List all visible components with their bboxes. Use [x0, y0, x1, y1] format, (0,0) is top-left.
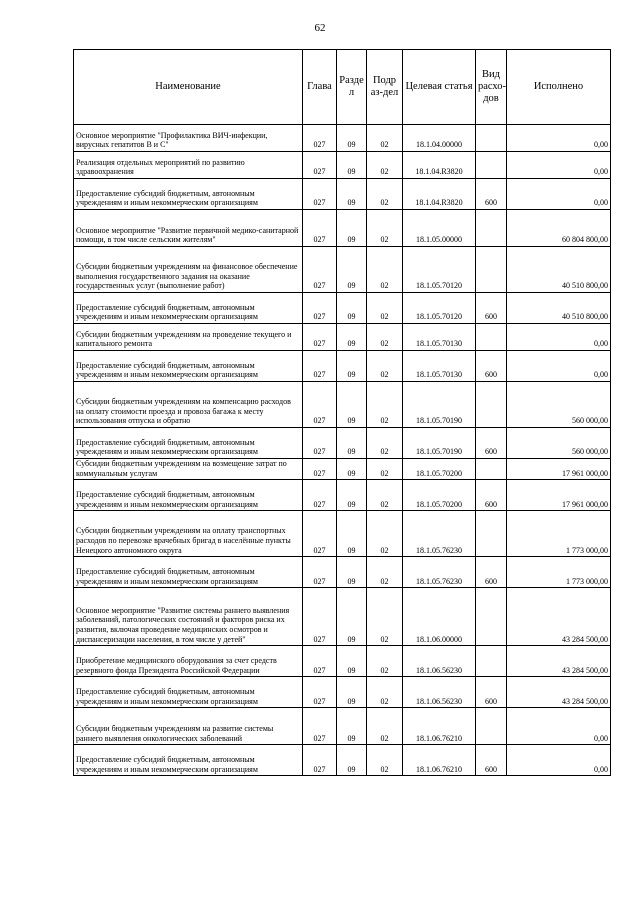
cell-chapter: 027 [303, 247, 337, 293]
cell-section: 09 [337, 588, 367, 646]
cell-chapter: 027 [303, 646, 337, 677]
cell-executed: 17 961 000,00 [507, 480, 611, 511]
header-subsection: Подр аз-дел [367, 50, 403, 125]
cell-target: 18.1.04.R3820 [403, 179, 476, 210]
table-row [74, 125, 611, 152]
cell-executed: 60 804 800,00 [507, 210, 611, 247]
header-chapter: Глава [303, 50, 337, 125]
cell-executed: 40 510 800,00 [507, 247, 611, 293]
cell-type: 600 [476, 179, 507, 210]
cell-section: 09 [337, 459, 367, 480]
cell-target: 18.1.05.70190 [403, 428, 476, 459]
table-row [74, 557, 611, 588]
table-row [74, 247, 611, 293]
cell-name: Реализация отдельных мероприятий по развитию здравоохранения [74, 152, 303, 179]
budget-table [73, 49, 611, 776]
cell-name: Предоставление субсидий бюджетным, автономным учреждениям и иным некоммерческим организациям [74, 293, 303, 324]
cell-name: Предоставление субсидий бюджетным, автономным учреждениям и иным некоммерческим организациям [74, 351, 303, 382]
header-name: Наименование [74, 50, 303, 125]
cell-section: 09 [337, 745, 367, 776]
table-row [74, 745, 611, 776]
cell-chapter: 027 [303, 324, 337, 351]
cell-executed: 0,00 [507, 324, 611, 351]
cell-type: 600 [476, 480, 507, 511]
header-section: Разде л [337, 50, 367, 125]
cell-executed: 1 773 000,00 [507, 511, 611, 557]
cell-subsection: 02 [367, 557, 403, 588]
cell-subsection: 02 [367, 324, 403, 351]
cell-target: 18.1.06.76210 [403, 745, 476, 776]
cell-executed: 0,00 [507, 125, 611, 152]
cell-section: 09 [337, 324, 367, 351]
cell-target: 18.1.05.70130 [403, 351, 476, 382]
cell-target: 18.1.06.00000 [403, 588, 476, 646]
cell-target: 18.1.05.00000 [403, 210, 476, 247]
cell-section: 09 [337, 125, 367, 152]
table-row [74, 428, 611, 459]
table-row [74, 511, 611, 557]
cell-target: 18.1.05.70130 [403, 324, 476, 351]
cell-type: 600 [476, 293, 507, 324]
cell-section: 09 [337, 152, 367, 179]
table-row [74, 459, 611, 480]
cell-target: 18.1.04.00000 [403, 125, 476, 152]
cell-name: Приобретение медицинского оборудования за счет средств резервного фонда Президента Российской Федерации [74, 646, 303, 677]
table-row [74, 708, 611, 745]
header-row [74, 50, 611, 125]
cell-chapter: 027 [303, 511, 337, 557]
cell-subsection: 02 [367, 677, 403, 708]
table-row [74, 293, 611, 324]
cell-name: Субсидии бюджетным учреждениям на возмещение затрат по коммунальным услугам [74, 459, 303, 480]
header-type: Вид расхо- дов [476, 50, 507, 125]
header-executed: Исполнено [507, 50, 611, 125]
cell-name: Предоставление субсидий бюджетным, автономным учреждениям и иным некоммерческим организациям [74, 480, 303, 511]
cell-name: Предоставление субсидий бюджетным, автономным учреждениям и иным некоммерческим организациям [74, 677, 303, 708]
table-row [74, 677, 611, 708]
cell-name: Предоставление субсидий бюджетным, автономным учреждениям и иным некоммерческим организациям [74, 745, 303, 776]
cell-section: 09 [337, 247, 367, 293]
cell-section: 09 [337, 210, 367, 247]
cell-section: 09 [337, 351, 367, 382]
cell-type [476, 646, 507, 677]
cell-type [476, 511, 507, 557]
cell-name: Субсидии бюджетным учреждениям на оплату транспортных расходов по перевозке врачебных бригад в населённые пункты Ненецкого автономного округа [74, 511, 303, 557]
cell-chapter: 027 [303, 480, 337, 511]
cell-subsection: 02 [367, 459, 403, 480]
table-row [74, 480, 611, 511]
cell-section: 09 [337, 428, 367, 459]
cell-chapter: 027 [303, 152, 337, 179]
cell-chapter: 027 [303, 428, 337, 459]
cell-section: 09 [337, 511, 367, 557]
cell-name: Субсидии бюджетным учреждениям на проведение текущего и капитального ремонта [74, 324, 303, 351]
cell-chapter: 027 [303, 125, 337, 152]
cell-target: 18.1.06.56230 [403, 646, 476, 677]
cell-name: Субсидии бюджетным учреждениям на финансовое обеспечение выполнения государственного задания на оказание государственных услуг (выполнение работ) [74, 247, 303, 293]
cell-section: 09 [337, 557, 367, 588]
cell-type [476, 382, 507, 428]
cell-target: 18.1.04.R3820 [403, 152, 476, 179]
table-row [74, 382, 611, 428]
cell-subsection: 02 [367, 247, 403, 293]
table-row [74, 179, 611, 210]
cell-target: 18.1.05.70120 [403, 293, 476, 324]
cell-target: 18.1.05.76230 [403, 511, 476, 557]
cell-type: 600 [476, 557, 507, 588]
cell-section: 09 [337, 677, 367, 708]
cell-name: Предоставление субсидий бюджетным, автономным учреждениям и иным некоммерческим организациям [74, 428, 303, 459]
cell-name: Основное мероприятие "Профилактика ВИЧ-инфекции, вирусных гепатитов В и С" [74, 125, 303, 152]
page-number: 62 [314, 22, 326, 34]
table-row [74, 588, 611, 646]
cell-name: Предоставление субсидий бюджетным, автономным учреждениям и иным некоммерческим организациям [74, 557, 303, 588]
cell-executed: 40 510 800,00 [507, 293, 611, 324]
cell-type [476, 247, 507, 293]
cell-executed: 43 284 500,00 [507, 588, 611, 646]
cell-type [476, 210, 507, 247]
cell-section: 09 [337, 382, 367, 428]
cell-executed: 17 961 000,00 [507, 459, 611, 480]
table-row [74, 324, 611, 351]
cell-executed: 560 000,00 [507, 428, 611, 459]
cell-section: 09 [337, 708, 367, 745]
cell-chapter: 027 [303, 677, 337, 708]
cell-chapter: 027 [303, 179, 337, 210]
header-target: Целевая статья [403, 50, 476, 125]
cell-target: 18.1.05.70200 [403, 459, 476, 480]
table-row [74, 152, 611, 179]
cell-target: 18.1.05.70120 [403, 247, 476, 293]
cell-type: 600 [476, 745, 507, 776]
cell-executed: 0,00 [507, 745, 611, 776]
cell-name: Основное мероприятие "Развитие системы раннего выявления заболеваний, патологических состояний и факторов риска их развития, включая проведение медицинских осмотров и диспансеризации населения, в том числе у детей" [74, 588, 303, 646]
cell-executed: 0,00 [507, 708, 611, 745]
cell-subsection: 02 [367, 210, 403, 247]
table-row [74, 210, 611, 247]
cell-type: 600 [476, 351, 507, 382]
cell-subsection: 02 [367, 428, 403, 459]
cell-executed: 43 284 500,00 [507, 677, 611, 708]
cell-chapter: 027 [303, 382, 337, 428]
cell-chapter: 027 [303, 708, 337, 745]
cell-subsection: 02 [367, 480, 403, 511]
cell-executed: 0,00 [507, 152, 611, 179]
cell-chapter: 027 [303, 351, 337, 382]
cell-chapter: 027 [303, 210, 337, 247]
cell-subsection: 02 [367, 382, 403, 428]
cell-section: 09 [337, 480, 367, 511]
cell-name: Предоставление субсидий бюджетным, автономным учреждениям и иным некоммерческим организациям [74, 179, 303, 210]
cell-executed: 0,00 [507, 351, 611, 382]
cell-subsection: 02 [367, 708, 403, 745]
cell-chapter: 027 [303, 293, 337, 324]
cell-target: 18.1.06.76210 [403, 708, 476, 745]
cell-target: 18.1.05.70190 [403, 382, 476, 428]
cell-section: 09 [337, 646, 367, 677]
cell-subsection: 02 [367, 511, 403, 557]
table-row [74, 351, 611, 382]
cell-subsection: 02 [367, 179, 403, 210]
cell-type [476, 125, 507, 152]
cell-subsection: 02 [367, 293, 403, 324]
cell-executed: 560 000,00 [507, 382, 611, 428]
cell-executed: 43 284 500,00 [507, 646, 611, 677]
cell-name: Основное мероприятие "Развитие первичной медико-санитарной помощи, в том числе сельским жителям" [74, 210, 303, 247]
cell-chapter: 027 [303, 745, 337, 776]
cell-target: 18.1.05.76230 [403, 557, 476, 588]
cell-type [476, 324, 507, 351]
cell-chapter: 027 [303, 557, 337, 588]
cell-type [476, 708, 507, 745]
cell-target: 18.1.05.70200 [403, 480, 476, 511]
cell-subsection: 02 [367, 351, 403, 382]
cell-executed: 0,00 [507, 179, 611, 210]
cell-type [476, 588, 507, 646]
cell-type: 600 [476, 677, 507, 708]
cell-subsection: 02 [367, 152, 403, 179]
cell-subsection: 02 [367, 646, 403, 677]
cell-subsection: 02 [367, 745, 403, 776]
cell-subsection: 02 [367, 588, 403, 646]
cell-executed: 1 773 000,00 [507, 557, 611, 588]
cell-type [476, 152, 507, 179]
cell-section: 09 [337, 293, 367, 324]
cell-name: Субсидии бюджетным учреждениям на развитие системы раннего выявления онкологических заболеваний [74, 708, 303, 745]
cell-name: Субсидии бюджетным учреждениям на компенсацию расходов на оплату стоимости проезда и провоза багажа к месту использования отпуска и обратно [74, 382, 303, 428]
cell-type: 600 [476, 428, 507, 459]
cell-type [476, 459, 507, 480]
cell-subsection: 02 [367, 125, 403, 152]
cell-target: 18.1.06.56230 [403, 677, 476, 708]
table-row [74, 646, 611, 677]
cell-chapter: 027 [303, 588, 337, 646]
cell-section: 09 [337, 179, 367, 210]
cell-chapter: 027 [303, 459, 337, 480]
